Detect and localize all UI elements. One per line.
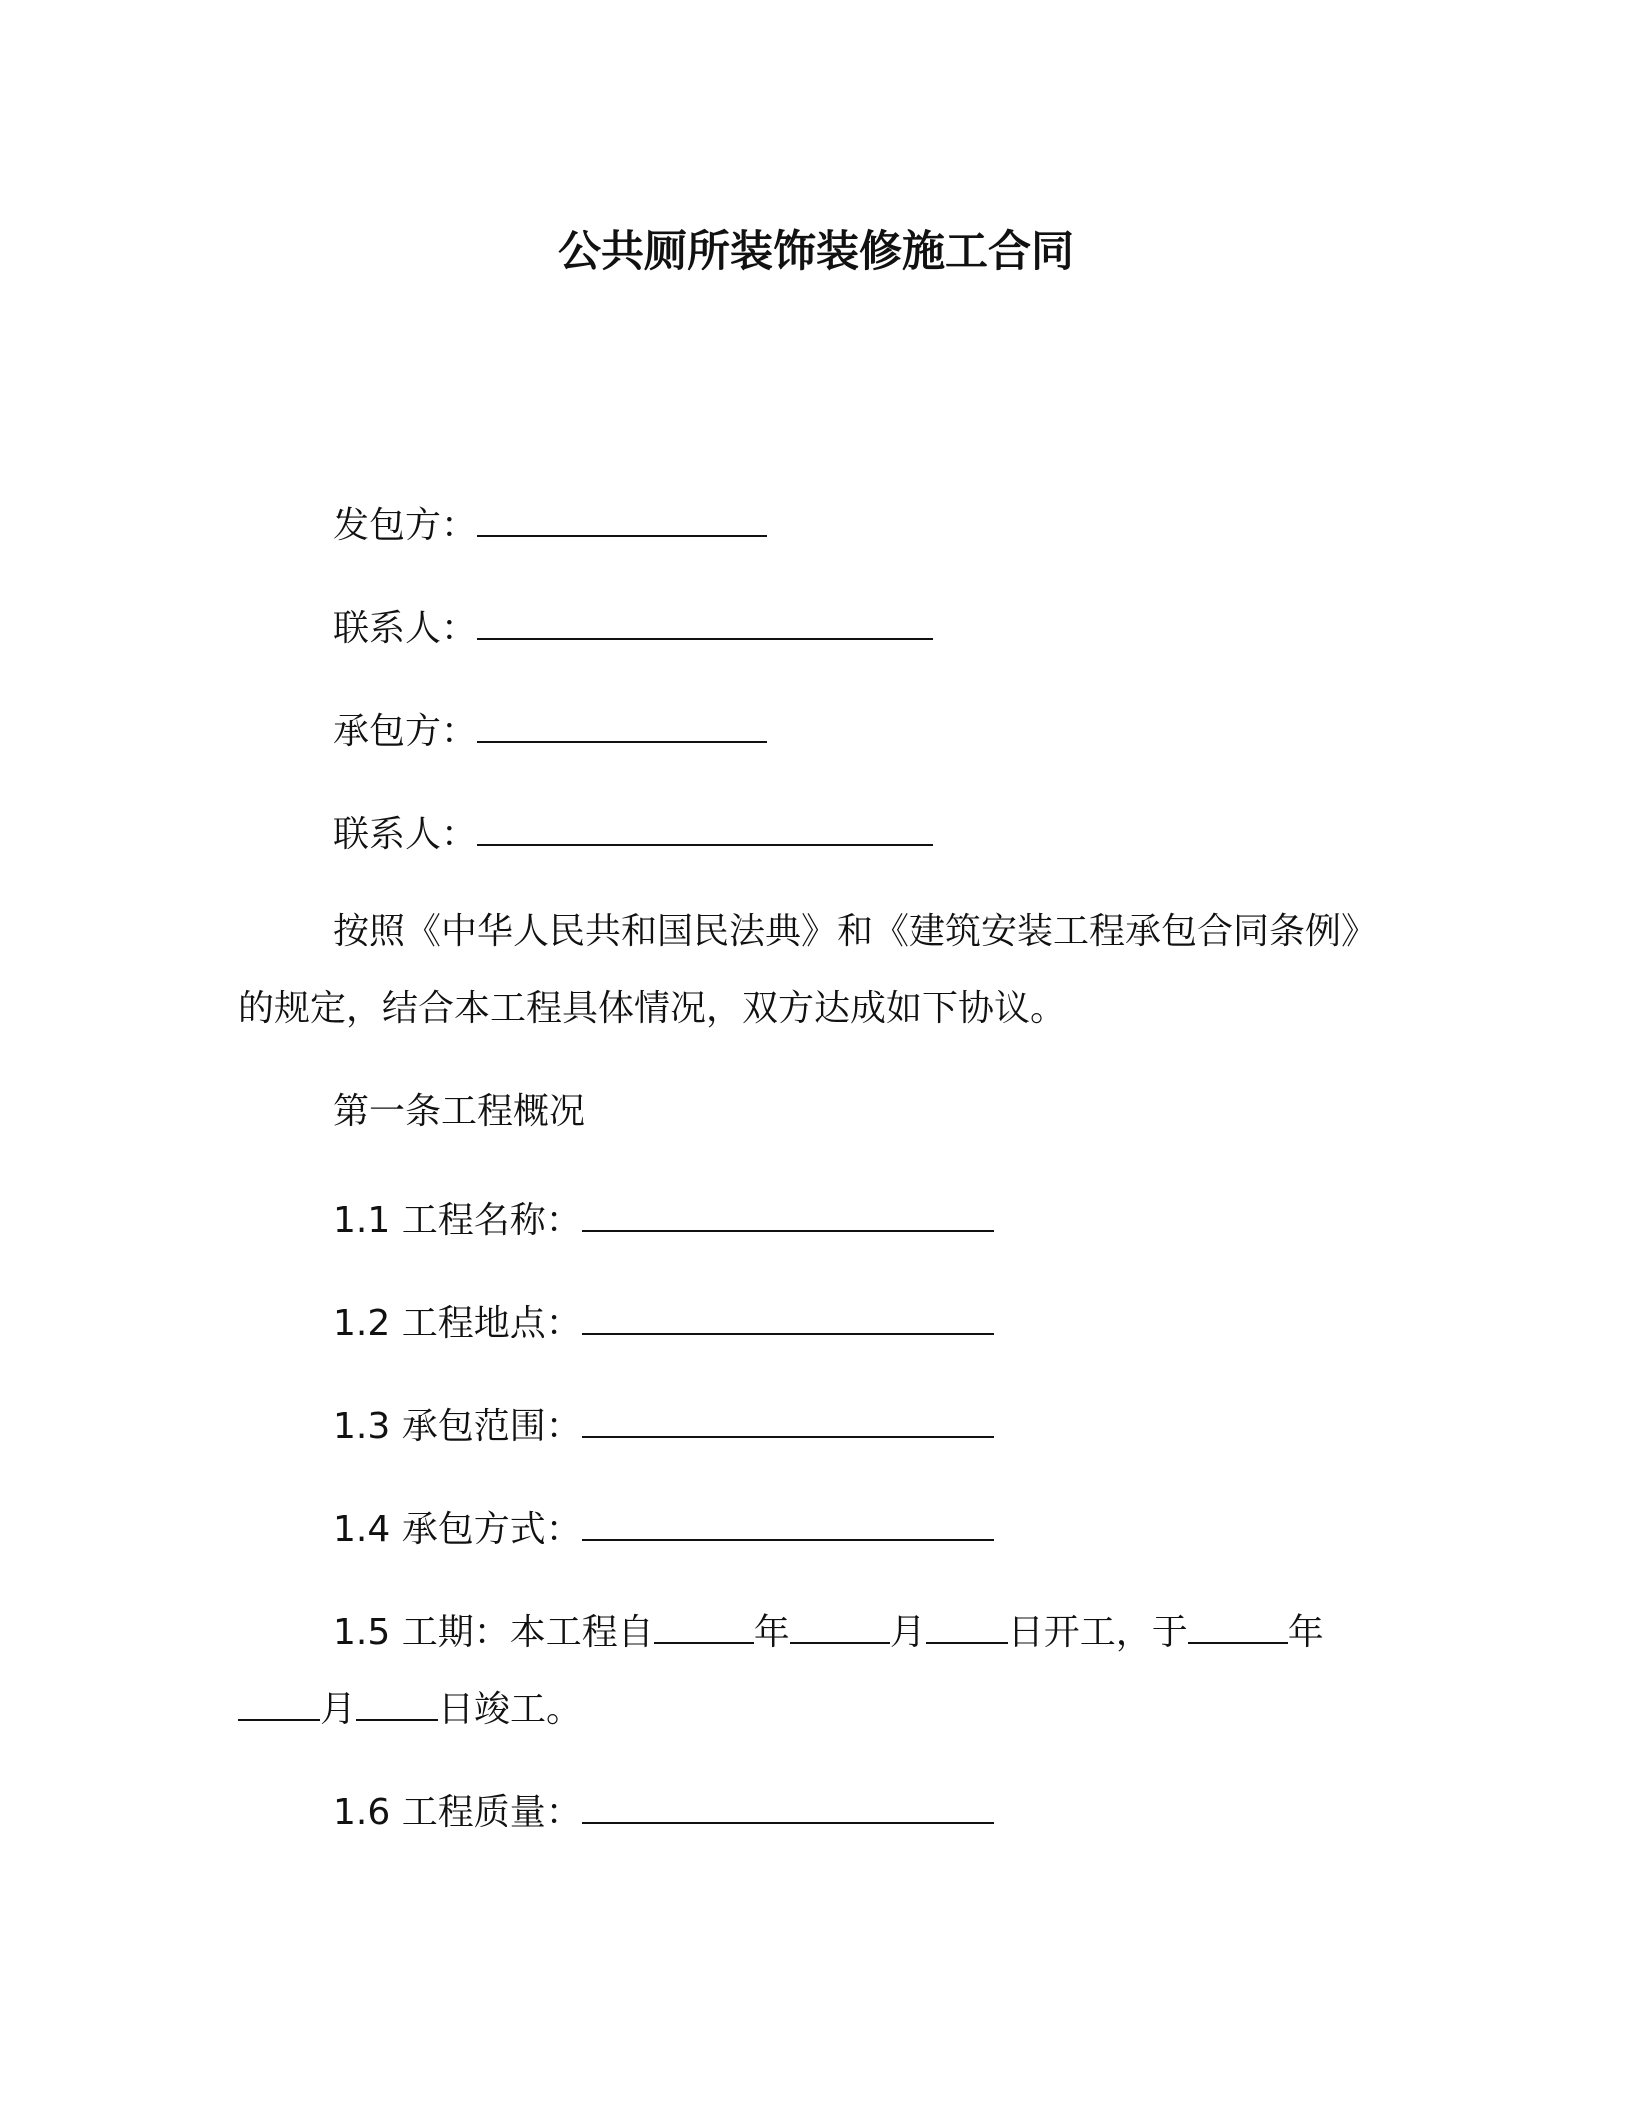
contract-scope-blank[interactable] [582, 1396, 994, 1438]
project-name-blank[interactable] [582, 1190, 994, 1232]
preamble-line-1: 按照《中华人民共和国民法典》和《建筑安装工程承包合同条例》 [333, 911, 1378, 952]
contractor-contact-line [333, 804, 933, 860]
end-day-label: 日竣工。 [438, 1689, 583, 1730]
item-1-6-line [333, 1782, 994, 1838]
start-month-blank[interactable] [790, 1602, 890, 1644]
project-quality-blank[interactable] [582, 1782, 994, 1824]
employer-blank[interactable] [477, 495, 767, 537]
project-location-blank[interactable] [582, 1293, 994, 1335]
article-1-heading: 第一条工程概况 [333, 1091, 586, 1132]
start-day-label: 日开工，于 [1007, 1612, 1188, 1653]
item-1-5-continuation [238, 1679, 582, 1735]
employer-contact-label: 联系人： [333, 608, 478, 649]
item-1-4-label: 1.4 承包方式： [333, 1509, 582, 1550]
employer-contact-line [333, 598, 933, 654]
start-year-blank[interactable] [654, 1602, 754, 1644]
item-1-4-line [333, 1499, 994, 1555]
employer-label: 发包方： [333, 505, 478, 546]
contractor-line [333, 701, 767, 757]
employer-contact-blank[interactable] [477, 598, 933, 640]
end-year-blank[interactable] [1188, 1602, 1288, 1644]
end-month-blank[interactable] [238, 1679, 320, 1721]
item-1-3-line [333, 1396, 994, 1452]
item-1-2-label: 1.2 工程地点： [333, 1303, 582, 1344]
item-1-3-label: 1.3 承包范围： [333, 1406, 582, 1447]
item-1-5-line [333, 1602, 1324, 1658]
contractor-label: 承包方： [333, 711, 478, 752]
document-title: 公共厕所装饰装修施工合同 [558, 227, 1074, 277]
item-1-2-line [333, 1293, 994, 1349]
contract-method-blank[interactable] [582, 1499, 994, 1541]
start-month-label: 月 [889, 1612, 926, 1653]
item-1-5-prefix: 1.5 工期：本工程自 [333, 1612, 654, 1653]
preamble-line-2: 的规定，结合本工程具体情况，双方达成如下协议。 [238, 988, 1067, 1029]
contractor-contact-blank[interactable] [477, 804, 933, 846]
end-day-blank[interactable] [356, 1679, 438, 1721]
contractor-blank[interactable] [477, 701, 767, 743]
start-day-blank[interactable] [926, 1602, 1008, 1644]
end-month-label: 月 [320, 1689, 357, 1730]
start-year-label: 年 [753, 1612, 790, 1653]
contractor-contact-label: 联系人： [333, 814, 478, 855]
end-year-label: 年 [1287, 1612, 1324, 1653]
employer-line [333, 495, 767, 551]
item-1-6-label: 1.6 工程质量： [333, 1792, 582, 1833]
item-1-1-line [333, 1190, 994, 1246]
item-1-1-label: 1.1 工程名称： [333, 1200, 582, 1241]
